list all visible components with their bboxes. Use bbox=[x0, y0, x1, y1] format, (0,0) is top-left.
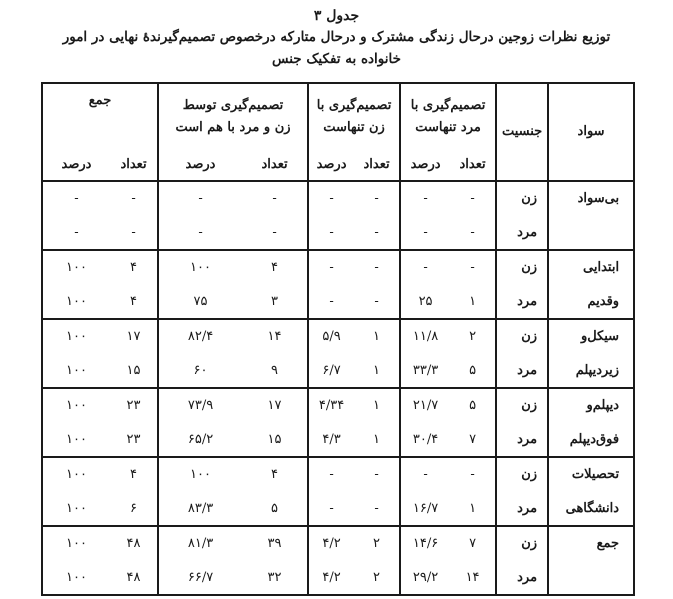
cell-count: ۱۵ bbox=[267, 431, 282, 447]
cell-gender: زن bbox=[496, 526, 548, 561]
cell-percent: ۲۵ bbox=[400, 285, 450, 320]
cell-percent: ۸۳/۳ bbox=[158, 492, 242, 527]
cell-count: - bbox=[131, 191, 136, 207]
cell-percent: - bbox=[158, 181, 242, 216]
cell-percent: ۱۰۰ bbox=[42, 457, 110, 492]
cell-education: تحصیلات bbox=[548, 457, 634, 492]
cell-count: ۷ bbox=[450, 526, 496, 561]
cell-count: ۱۴ bbox=[450, 561, 496, 596]
data-table bbox=[41, 82, 635, 596]
header-group-line: جمع bbox=[88, 93, 112, 108]
cell-gender: زن bbox=[496, 319, 548, 354]
cell-count: ۱ bbox=[469, 500, 477, 516]
cell-percent: ۳۰/۴ bbox=[400, 423, 450, 458]
header-education: سواد bbox=[548, 83, 634, 181]
cell-percent: ۶۵/۲ bbox=[158, 423, 242, 458]
cell-education: دیپلم‌و bbox=[548, 388, 634, 423]
cell-percent: - bbox=[308, 181, 354, 216]
cell-count: ۵ bbox=[469, 362, 477, 378]
header-group-line: تصمیم‌گیری با bbox=[410, 97, 486, 113]
cell-percent: ۴/۲ bbox=[308, 526, 354, 561]
cell-count: ۲۳ bbox=[110, 388, 158, 423]
cell-count: - bbox=[131, 224, 136, 240]
cell-education bbox=[548, 216, 634, 251]
header-percent: درصد bbox=[42, 149, 110, 181]
cell-percent: ۱۰۰ bbox=[42, 388, 110, 423]
cell-percent: - bbox=[42, 216, 110, 251]
header-gender: جنسیت bbox=[496, 83, 548, 181]
cell-count: - bbox=[354, 457, 400, 492]
cell-percent: ۲۱/۷ bbox=[400, 388, 450, 423]
cell-percent: ۶۶/۷ bbox=[158, 561, 242, 596]
header-count: تعداد bbox=[242, 149, 308, 181]
cell-count: ۳۹ bbox=[242, 526, 308, 561]
cell-percent: ۸۱/۳ bbox=[158, 526, 242, 561]
cell-gender: مرد bbox=[496, 492, 548, 527]
cell-percent: - bbox=[158, 216, 242, 251]
cell-count: ۱۵ bbox=[126, 362, 141, 378]
cell-count: - bbox=[374, 191, 379, 207]
cell-percent: - bbox=[400, 250, 450, 285]
cell-count: ۱ bbox=[469, 293, 477, 309]
header-group-line: تصمیم‌گیری با bbox=[316, 97, 392, 113]
cell-percent: ۷۳/۹ bbox=[158, 388, 242, 423]
cell-gender: زن bbox=[496, 181, 548, 216]
cell-count: - bbox=[272, 224, 277, 240]
cell-percent: - bbox=[308, 457, 354, 492]
cell-count: ۷ bbox=[469, 431, 477, 447]
cell-gender: مرد bbox=[496, 285, 548, 320]
cell-count: ۱ bbox=[354, 319, 400, 354]
cell-percent: ۴/۳ bbox=[308, 423, 354, 458]
cell-gender: مرد bbox=[496, 561, 548, 596]
cell-education: زیردیپلم bbox=[548, 354, 634, 389]
cell-count: ۴۸ bbox=[110, 526, 158, 561]
cell-count: ۴ bbox=[110, 457, 158, 492]
cell-percent: ۳۳/۳ bbox=[400, 354, 450, 389]
cell-percent: ۱۰۰ bbox=[158, 457, 242, 492]
table-row bbox=[42, 285, 634, 320]
table-row bbox=[42, 423, 634, 458]
cell-count: ۱ bbox=[373, 362, 381, 378]
cell-count: - bbox=[374, 224, 379, 240]
cell-gender: زن bbox=[496, 388, 548, 423]
cell-percent: ۱۰۰ bbox=[42, 492, 110, 527]
cell-education: بی‌سواد bbox=[548, 181, 634, 216]
cell-count: ۵ bbox=[450, 388, 496, 423]
cell-count: - bbox=[272, 191, 277, 207]
header-group-line: مرد تنهاست bbox=[415, 119, 481, 135]
cell-percent: ۷۵ bbox=[158, 285, 242, 320]
table-row bbox=[42, 526, 634, 561]
table-row bbox=[42, 216, 634, 251]
table-row bbox=[42, 492, 634, 527]
cell-percent: ۱۶/۷ bbox=[400, 492, 450, 527]
cell-education: ابتدایی bbox=[548, 250, 634, 285]
cell-gender: زن bbox=[496, 457, 548, 492]
cell-percent: ۱۴/۶ bbox=[400, 526, 450, 561]
header-count: تعداد bbox=[354, 149, 400, 181]
table-row bbox=[42, 181, 634, 216]
cell-percent: ۱۰۰ bbox=[42, 561, 110, 596]
table-row bbox=[42, 354, 634, 389]
cell-count: - bbox=[470, 191, 475, 207]
cell-count: ۳۲ bbox=[242, 561, 308, 596]
cell-percent: - bbox=[42, 181, 110, 216]
cell-gender: زن bbox=[496, 250, 548, 285]
header-group-together bbox=[158, 83, 308, 149]
cell-count: ۱ bbox=[354, 388, 400, 423]
header-group-line: تصمیم‌گیری توسط bbox=[182, 97, 284, 113]
table-title-line-1: توزیع نظرات زوجین درحال زندگی مشترک و درحال متارکه درخصوص تصمیم‌گیرندهٔ نهایی در امور bbox=[62, 29, 611, 45]
header-percent: درصد bbox=[158, 149, 242, 181]
cell-percent: - bbox=[308, 285, 354, 320]
cell-count: ۱۴ bbox=[242, 319, 308, 354]
table-row bbox=[42, 250, 634, 285]
cell-gender: مرد bbox=[496, 354, 548, 389]
cell-count: - bbox=[470, 224, 475, 240]
header-percent: درصد bbox=[400, 149, 450, 181]
cell-count: ۲۳ bbox=[126, 431, 141, 447]
cell-count: ۴ bbox=[130, 293, 137, 309]
cell-percent: - bbox=[400, 216, 450, 251]
cell-gender: مرد bbox=[496, 216, 548, 251]
cell-percent: - bbox=[400, 181, 450, 216]
cell-count: ۵ bbox=[271, 500, 279, 516]
cell-count: ۳ bbox=[271, 293, 279, 309]
cell-count: ۱۷ bbox=[242, 388, 308, 423]
cell-percent: ۴/۲ bbox=[308, 561, 354, 596]
header-count: تعداد bbox=[450, 149, 496, 181]
cell-count: ۴ bbox=[110, 250, 158, 285]
header-count: تعداد bbox=[110, 149, 158, 181]
cell-percent: - bbox=[308, 250, 354, 285]
cell-count: - bbox=[374, 293, 379, 309]
header-percent: درصد bbox=[308, 149, 354, 181]
header-group-total bbox=[42, 83, 158, 149]
cell-count: ۹ bbox=[271, 362, 279, 378]
table-row bbox=[42, 561, 634, 596]
cell-count: - bbox=[374, 500, 379, 516]
cell-education: جمع bbox=[548, 526, 634, 561]
cell-count: ۴ bbox=[242, 457, 308, 492]
cell-percent: ۱۰۰ bbox=[42, 250, 110, 285]
header-group-line: زن تنهاست bbox=[323, 119, 385, 135]
table-row bbox=[42, 388, 634, 423]
cell-gender: مرد bbox=[496, 423, 548, 458]
cell-education bbox=[548, 561, 634, 596]
table-number: جدول ۳ bbox=[313, 8, 360, 24]
table-row bbox=[42, 457, 634, 492]
cell-count: ۲ bbox=[354, 561, 400, 596]
cell-count: ۱ bbox=[373, 431, 381, 447]
cell-count: - bbox=[450, 457, 496, 492]
cell-percent: ۱۰۰ bbox=[42, 526, 110, 561]
table-row bbox=[42, 319, 634, 354]
cell-count: ۴۸ bbox=[110, 561, 158, 596]
cell-education: وقدیم bbox=[548, 285, 634, 320]
cell-percent: ۱۰۰ bbox=[42, 285, 110, 320]
cell-count: ۲ bbox=[450, 319, 496, 354]
cell-percent: ۱۰۰ bbox=[42, 423, 110, 458]
header-group-line: زن و مرد با هم است bbox=[175, 119, 291, 135]
cell-education: دانشگاهی bbox=[548, 492, 634, 527]
cell-count: ۱۷ bbox=[110, 319, 158, 354]
table-body bbox=[42, 181, 634, 595]
cell-percent: - bbox=[308, 492, 354, 527]
cell-percent: ۱۰۰ bbox=[42, 354, 110, 389]
cell-percent: ۲۹/۲ bbox=[400, 561, 450, 596]
cell-count: ۲ bbox=[354, 526, 400, 561]
cell-percent: ۶۰ bbox=[158, 354, 242, 389]
cell-percent: ۱۱/۸ bbox=[400, 319, 450, 354]
cell-percent: ۸۲/۴ bbox=[158, 319, 242, 354]
cell-count: - bbox=[354, 250, 400, 285]
table-title-line-2: خانواده به تفکیک جنس bbox=[272, 51, 401, 67]
cell-count: - bbox=[450, 250, 496, 285]
table-caption bbox=[0, 6, 673, 70]
cell-percent: - bbox=[308, 216, 354, 251]
cell-percent: ۶/۷ bbox=[308, 354, 354, 389]
cell-percent: ۴/۳۴ bbox=[308, 388, 354, 423]
cell-percent: ۱۰۰ bbox=[158, 250, 242, 285]
cell-percent: ۵/۹ bbox=[308, 319, 354, 354]
header-group-woman-alone bbox=[308, 83, 400, 149]
cell-education: فوق‌دیپلم bbox=[548, 423, 634, 458]
cell-education: سیکل‌و bbox=[548, 319, 634, 354]
cell-count: ۴ bbox=[242, 250, 308, 285]
header-group-man-alone bbox=[400, 83, 496, 149]
cell-percent: ۱۰۰ bbox=[42, 319, 110, 354]
cell-count: ۶ bbox=[130, 500, 137, 516]
cell-percent: - bbox=[400, 457, 450, 492]
